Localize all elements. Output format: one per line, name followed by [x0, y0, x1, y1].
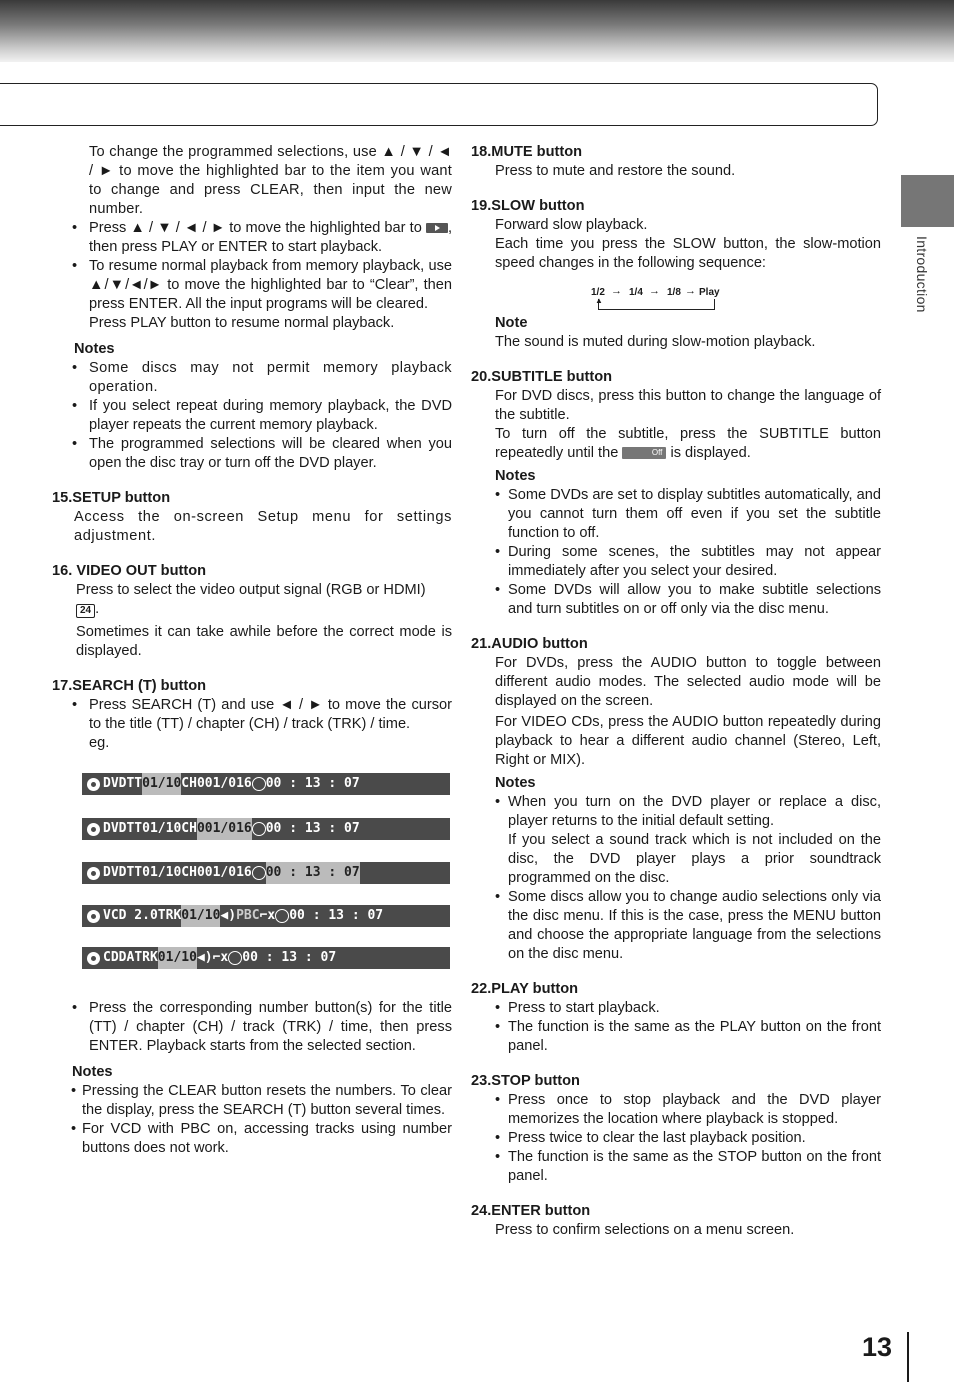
section-text-video-out: Press to select the video output signal (RGB or HDMI) 24 . [76, 582, 426, 617]
section-title-video-out: 16. VIDEO OUT button [52, 563, 207, 579]
osd-disc-type: DVD [103, 776, 127, 791]
osd-value: 01/10 [142, 865, 182, 880]
list-item: • During some scenes, the subtitles may not appear immediately after you select your desired. [471, 543, 881, 581]
osd-time: 00 : 13 : 07 [242, 950, 337, 965]
seq-step: 1/2 [591, 287, 605, 298]
osd-time-highlighted: 00 : 13 : 07 [266, 862, 360, 884]
list-item: • For VCD with PBC on, accessing tracks using number buttons does not work. [52, 1120, 452, 1158]
list-item: • Some discs allow you to change audio selections only via the disc menu. If this is the case, press the MENU button and choose the appropriate language from the selections on the disc menu. [471, 888, 881, 964]
list-item-continuation: If you select a sound track which is not included on the disc, the DVD player plays a prior soundtrack programmed on the disc. [508, 832, 881, 886]
speaker-icon: ◀) [220, 908, 237, 923]
list-item: • The function is the same as the STOP button on the front panel. [471, 1148, 881, 1186]
section-title-box [0, 83, 878, 126]
clock-icon [252, 822, 266, 836]
osd-disc-type: CDDA [103, 950, 135, 965]
slow-speed-sequence [591, 283, 881, 317]
section-title-enter: 24.ENTER button [471, 1203, 591, 1219]
note-heading: Note [495, 315, 528, 331]
section-text-audio-1: For DVDs, press the AUDIO button to toggle between different audio modes. The selected audio mode will be displayed on the screen. [495, 655, 881, 709]
section-title-setup: 15.SETUP button [52, 490, 171, 506]
paragraph-resume: Press PLAY button to resume normal playback. [89, 315, 395, 331]
osd-bar-dvd-chapter [82, 818, 450, 840]
osd-bar-cdda [82, 947, 450, 969]
chapter-side-label: Introduction [914, 236, 930, 313]
osd-bar-vcd [82, 905, 450, 927]
osd-time: 00 : 13 : 07 [265, 776, 360, 791]
seq-step: Play [699, 287, 720, 298]
arrow-right-icon: → [611, 285, 622, 297]
list-item: • Pressing the CLEAR button resets the numbers. To clear the display, press the SEARCH (T) button several times. [52, 1082, 452, 1120]
section-text-enter: Press to confirm selections on a menu screen. [495, 1222, 795, 1238]
left-column [52, 143, 452, 1158]
clock-icon [275, 909, 289, 923]
osd-time: 00 : 13 : 07 [265, 821, 360, 836]
video-out-text: Press to select the video output signal (RGB or HDMI) [76, 582, 426, 598]
loop-back-line [598, 299, 715, 310]
section-text-slow-1: Forward slow playback. [495, 217, 648, 233]
section-title-search: 17.SEARCH (T) button [52, 678, 207, 694]
bullet-text: Press ▲ / ▼ / ◄ / ► to move the highlighted bar to [89, 220, 422, 236]
notes-heading: Notes [495, 775, 536, 791]
list-item [52, 257, 452, 314]
speaker-icon: ◀) [196, 950, 213, 965]
arrow-right-icon: → [685, 285, 696, 297]
clock-icon [228, 951, 242, 965]
section-text-subtitle-2 [471, 425, 881, 463]
list-item: • Some discs may not permit memory playback operation. [52, 359, 452, 397]
seq-step: 1/8 [667, 287, 681, 298]
section-title-mute: 18.MUTE button [471, 144, 583, 160]
section-title-audio: 21.AUDIO button [471, 636, 588, 652]
page-number: 13 [862, 1332, 893, 1362]
osd-value: 001/016 [196, 776, 252, 791]
osd-label: TT [126, 821, 143, 836]
list-item: • The function is the same as the PLAY button on the front panel. [471, 1018, 881, 1056]
osd-label: CH [181, 776, 197, 791]
list-item: • Some DVDs will allow you to make subtitle selections and turn subtitles on or off only via the disc menu. [471, 581, 881, 619]
osd-bar-dvd-time [82, 862, 450, 884]
section-title-subtitle: 20.SUBTITLE button [471, 369, 613, 385]
list-item: • If you select repeat during memory playback, the DVD player repeats the current memory playback. [52, 397, 452, 435]
list-item: • Some DVDs are set to display subtitles automatically, and you cannot turn them off even if you set the subtitle function to off. [471, 486, 881, 543]
list-item: • Press SEARCH (T) and use ◄ / ► to move the cursor to the title (TT) / chapter (CH) / track (TRK) / time. [52, 696, 452, 734]
osd-label: TT [126, 776, 143, 791]
osd-pbc-label: PBC [236, 908, 260, 923]
note-text: The sound is muted during slow-motion playback. [495, 334, 816, 350]
list-item: • Press once to stop playback and the DVD player memorizes the location where playback is stopped. [471, 1091, 881, 1129]
header-gradient-band [0, 0, 954, 62]
paragraph-change-selections: To change the programmed selections, use ▲ / ▼ / ◄ / ► to move the highlighted bar to the item you want to change and press CLEAR, then input the new number. [89, 144, 452, 217]
disc-icon [87, 952, 100, 965]
disc-icon [87, 778, 100, 791]
chapter-tab-marker [901, 175, 954, 227]
osd-value-highlighted: 01/10 [181, 905, 220, 927]
list-item: • When you turn on the DVD player or replace a disc, player returns to the initial default setting. [471, 793, 881, 831]
disc-icon [87, 867, 100, 880]
notes-heading: Notes [495, 468, 536, 484]
notes-heading: Notes [74, 341, 115, 357]
section-text-audio-2: For VIDEO CDs, press the AUDIO button repeatedly during playback to hear a different audio channel (Stereo, Left, Right or MIX). [495, 714, 881, 768]
subtitle-off-icon: Off [622, 447, 666, 459]
repeat-off-icon: ⌐x [212, 950, 229, 965]
section-text-slow-2: Each time you press the SLOW button, the slow-motion speed changes in the following sequence: [495, 236, 881, 271]
osd-disc-type: DVD [103, 865, 127, 880]
right-column [471, 143, 881, 1240]
osd-value-highlighted: 01/10 [142, 773, 181, 795]
disc-icon [87, 823, 100, 836]
osd-label: CH [181, 821, 197, 836]
osd-label: TT [126, 865, 143, 880]
section-title-slow: 19.SLOW button [471, 198, 585, 214]
list-item: • Press twice to clear the last playback position. [471, 1129, 881, 1148]
osd-disc-type: DVD [103, 821, 127, 836]
osd-value-highlighted: 01/10 [158, 947, 197, 969]
section-text-setup: Access the on-screen Setup menu for settings adjustment. [74, 509, 452, 544]
subtitle-text-b: is displayed. [670, 445, 751, 461]
clock-icon [252, 866, 266, 880]
osd-bar-dvd-title [82, 773, 450, 795]
list-item: • Press to start playback. [471, 999, 881, 1018]
osd-label: CH [181, 865, 197, 880]
osd-value-highlighted: 001/016 [197, 818, 252, 840]
section-text-subtitle-1: For DVD discs, press this button to change the language of the subtitle. [495, 388, 881, 423]
list-item: • The programmed selections will be cleared when you open the disc tray or turn off the DVD player. [52, 435, 452, 473]
subtitle-text-a: To turn off the subtitle, press the SUBTITLE button repeatedly until the [495, 426, 881, 461]
osd-disc-type: VCD 2.0 [103, 908, 158, 923]
osd-label: TRK [134, 950, 158, 965]
bullet-text: , then press PLAY or ENTER to start playback. [89, 220, 452, 255]
page-number-rule [907, 1332, 909, 1382]
osd-value: 001/016 [196, 865, 252, 880]
section-title-play: 22.PLAY button [471, 981, 579, 997]
play-bar-icon [426, 223, 448, 233]
osd-value: 01/10 [142, 821, 182, 836]
example-label: eg. [89, 735, 110, 751]
seq-step: 1/4 [629, 287, 643, 298]
osd-label: TRK [157, 908, 182, 923]
list-item: • Press the corresponding number button(s) for the title (TT) / chapter (CH) / track (TRK) / time, then press ENTER. Playback starts from the selected section. [52, 999, 452, 1056]
list-item [52, 219, 452, 257]
repeat-off-icon: ⌐x [259, 908, 276, 923]
section-title-stop: 23.STOP button [471, 1073, 580, 1089]
bullet-text: To resume normal playback from memory playback, use ▲/▼/◄/► to move the highlighted bar to “Clear”, then press ENTER. All the input programs will be cleared. [89, 258, 452, 312]
osd-time: 00 : 13 : 07 [289, 908, 384, 923]
disc-icon [87, 910, 100, 923]
page-reference-icon: 24 [76, 604, 95, 618]
clock-icon [252, 777, 266, 791]
section-text-video-out-2: Sometimes it can take awhile before the correct mode is displayed. [76, 624, 452, 659]
section-text-mute: Press to mute and restore the sound. [495, 163, 736, 179]
arrow-right-icon: → [649, 285, 660, 297]
notes-heading: Notes [72, 1064, 113, 1080]
arrow-up-icon: ▲ [595, 296, 603, 305]
